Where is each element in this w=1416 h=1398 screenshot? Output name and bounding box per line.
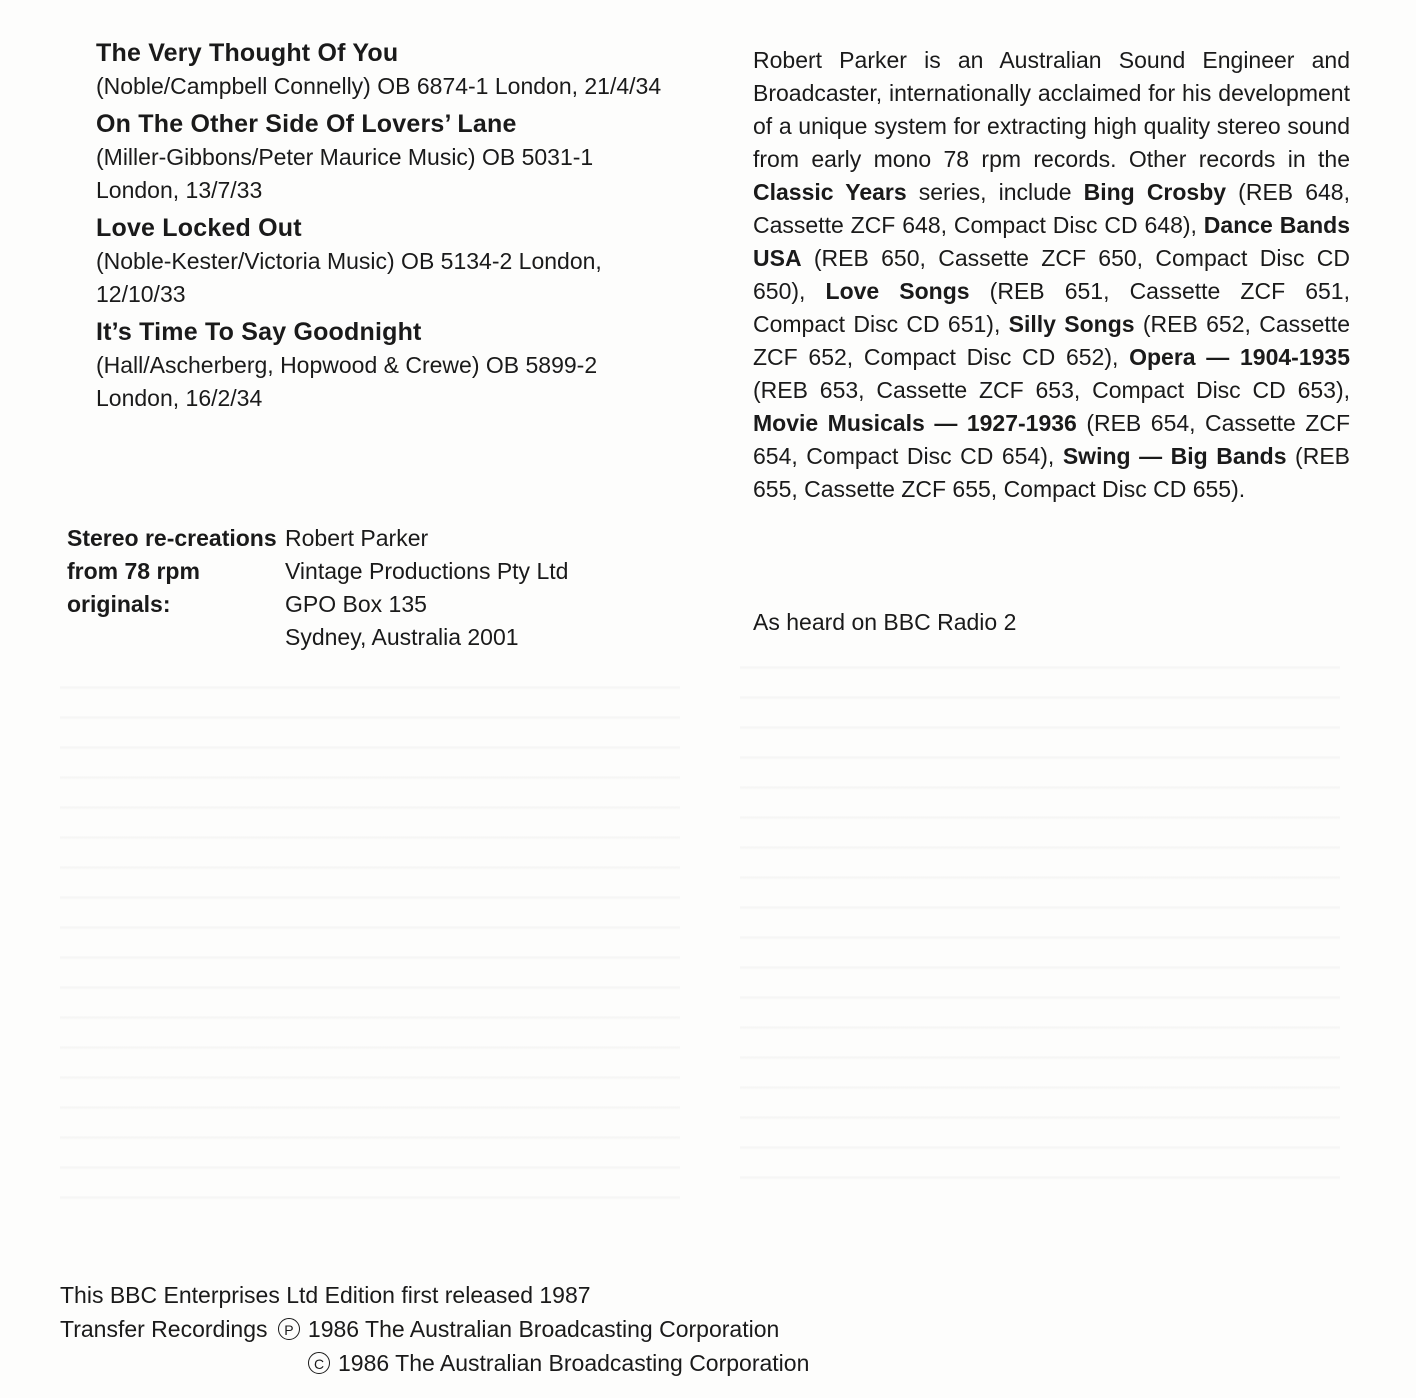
record-name: Dance Bands USA [753, 212, 1351, 271]
record-name: Movie Musicals — 1927-1936 [753, 410, 1077, 436]
credits-line: Sydney, Australia 2001 [285, 624, 519, 650]
phonogram-icon: P [278, 1318, 300, 1340]
radio-note: As heard on BBC Radio 2 [753, 609, 1017, 635]
track-title: Love Locked Out [96, 214, 302, 242]
record-name: Silly Songs [1008, 311, 1135, 337]
record-detail: (REB 653, Cassette ZCF 653, Compact Disc CD 653), [753, 377, 1350, 403]
record-detail: (REB 652, Cassette ZCF 652, Compact Disc CD 652), [753, 311, 1350, 370]
track-info: (Miller-Gibbons/Peter Maurice Music) OB 5031-1 London, 13/7/33 [96, 144, 594, 203]
record-detail: (REB 648, Cassette ZCF 648, Compact Disc CD 648), [753, 179, 1350, 238]
track-item [96, 315, 696, 415]
series-suffix: series, include [906, 179, 1084, 205]
about-intro: Robert Parker is an Australian Sound Engineer and Broadcaster, internationally acclaimed for his development of a unique system for extracting high quality stereo sound from early mono 78 rpm records. Other records in the [753, 47, 1350, 172]
edition-line: This BBC Enterprises Ltd Edition first released 1987 [60, 1282, 591, 1308]
record-name: Bing Crosby [1083, 179, 1227, 205]
footer [60, 1278, 809, 1380]
record-detail: (REB 650, Cassette ZCF 650, Compact Disc CD 650), [753, 245, 1350, 304]
copyright-text: 1986 The Australian Broadcasting Corporation [338, 1350, 810, 1376]
track-info: (Noble-Kester/Victoria Music) OB 5134-2 London, 12/10/33 [96, 248, 602, 307]
record-detail: (REB 654, Cassette ZCF 654, Compact Disc CD 654), [753, 410, 1351, 469]
about-paragraph [753, 44, 1350, 506]
track-title: The Very Thought Of You [96, 39, 399, 67]
record-detail: (REB 651, Cassette ZCF 651, Compact Disc CD 651), [753, 278, 1350, 337]
record-name: Swing — Big Bands [1062, 443, 1287, 469]
record-name: Opera — 1904-1935 [1129, 344, 1350, 370]
track-item [96, 107, 696, 207]
credits-line: GPO Box 135 [285, 591, 427, 617]
track-info: (Noble/Campbell Connelly) OB 6874-1 London, 21/4/34 [96, 73, 662, 99]
phonogram-text: 1986 The Australian Broadcasting Corporation [307, 1316, 780, 1342]
track-info: (Hall/Ascherberg, Hopwood & Crewe) OB 5899-2 London, 16/2/34 [96, 352, 598, 411]
record-detail: (REB 655, Cassette ZCF 655, Compact Disc CD 655). [753, 443, 1351, 502]
copyright-line [60, 1346, 809, 1380]
track-item [96, 211, 696, 311]
credits-line: Robert Parker [285, 525, 429, 551]
credits-address [285, 522, 568, 654]
track-title: It’s Time To Say Goodnight [96, 318, 422, 346]
show-through-texture-left [60, 660, 680, 1220]
copyright-icon: C [308, 1352, 330, 1374]
phonogram-line [60, 1312, 809, 1346]
credits-block [67, 522, 707, 654]
credits-line: Vintage Productions Pty Ltd [285, 558, 569, 584]
track-list [96, 36, 696, 419]
transfer-label: Transfer Recordings [60, 1316, 268, 1342]
record-name: Love Songs [825, 278, 970, 304]
show-through-texture-right [740, 640, 1340, 1200]
track-item [96, 36, 696, 103]
track-title: On The Other Side Of Lovers’ Lane [96, 110, 517, 138]
series-name: Classic Years [753, 179, 907, 205]
credits-label: Stereo re-creations from 78 rpm originals: [67, 525, 277, 617]
